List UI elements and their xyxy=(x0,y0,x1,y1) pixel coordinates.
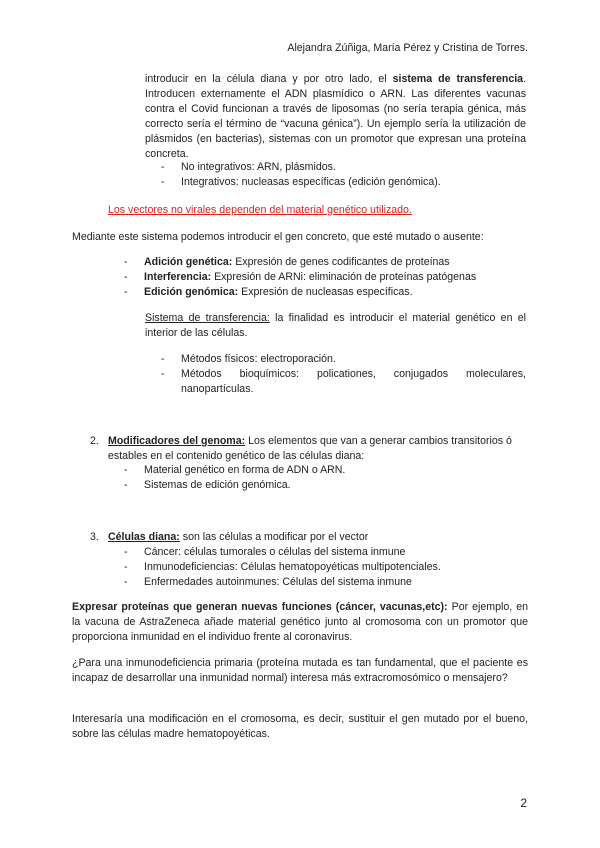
section-number: 2. xyxy=(90,435,99,447)
list-item: - Interferencia: Expresión de ARNi: eliminación de proteínas patógenas xyxy=(124,270,526,285)
list-item: - Edición genómica: Expresión de nucleasas específicas. xyxy=(124,285,526,300)
transfer-paragraph: Sistema de transferencia: la finalidad es introducir el material genético en el interior de las células. xyxy=(145,312,527,339)
list-item: - Sistemas de edición genómica. xyxy=(124,478,526,493)
genome-modifiers-paragraph: Modificadores del genoma: Los elementos que van a generar cambios transitorios ó estables en el contenido genético de las células diana: xyxy=(108,435,512,462)
page-number: 2 xyxy=(520,796,527,810)
target-cells-list xyxy=(124,545,526,590)
transfer-system-paragraph: introducir en la célula diana y por otro lado, el sistema de transferencia. Introducen externamente el ADN plasmídico o ARN. Las diferentes vacunas contra el Covid funcionan a través de liposomas (no sería terapia génica, más correcto sería el término de “vacuna génica”). Un ejemplo sería la utilización de plásmidos (en bacterias), sistemas con un promotor que expresan una proteína concreta. xyxy=(145,73,527,160)
section-number: 3. xyxy=(90,531,99,543)
list-item: - Material genético en forma de ADN o ARN. xyxy=(124,463,526,478)
transfer-label: Sistema de transferencia: xyxy=(145,312,270,324)
list-item: - Enfermedades autoinmunes: Células del sistema inmune xyxy=(124,575,526,590)
list-item: - Integrativos: nucleasas específicas (edición genómica). xyxy=(161,175,526,190)
list-item: - Cáncer: células tumorales o células del sistema inmune xyxy=(124,545,526,560)
intro-paragraph: Mediante este sistema podemos introducir el gen concreto, que esté mutado o ausente: xyxy=(72,231,484,243)
integration-list xyxy=(161,160,526,190)
list-item: - Métodos bioquímicos: policationes, conjugados moleculares, nanopartículas. xyxy=(161,367,526,397)
express-proteins-paragraph: Expresar proteínas que generan nuevas funciones (cáncer, vacunas,etc): Por ejemplo, en la vacuna de AstraZeneca añade material genético junto al cromosoma con un promotor que proporciona inmunidad en el individuo frente al coronavirus. xyxy=(72,601,528,643)
target-cells-paragraph: Células diana: son las células a modificar por el vector xyxy=(108,531,369,543)
genome-modifiers-list xyxy=(124,463,526,493)
question-paragraph: ¿Para una inmunodeficiencia primaria (proteína mutada es tan fundamental, que el paciente es incapaz de desarrollar una inmunidad normal) interesa más extracromosómico o mensajero? xyxy=(72,657,528,684)
page-header-authors: Alejandra Zúñiga, María Pérez y Cristina de Torres. xyxy=(287,42,528,54)
section-title: Células diana: xyxy=(108,531,180,543)
transfer-system-term: sistema de transferencia xyxy=(392,73,524,85)
list-item: - No integrativos: ARN, plásmidos. xyxy=(161,160,526,175)
section-title: Modificadores del genoma: xyxy=(108,435,246,447)
list-item: - Métodos físicos: electroporación. xyxy=(161,352,526,367)
red-note: Los vectores no virales dependen del material genético utilizado. xyxy=(108,204,412,216)
transfer-methods-list xyxy=(161,352,526,397)
list-item: - Inmunodeficiencias: Células hematopoyéticas multipotenciales. xyxy=(124,560,526,575)
methods-list xyxy=(124,255,526,300)
answer-paragraph: Interesaría una modificación en el cromosoma, es decir, sustituir el gen mutado por el bueno, sobre las células madre hematopoyéticas. xyxy=(72,713,528,740)
list-item: - Adición genética: Expresión de genes codificantes de proteínas xyxy=(124,255,526,270)
